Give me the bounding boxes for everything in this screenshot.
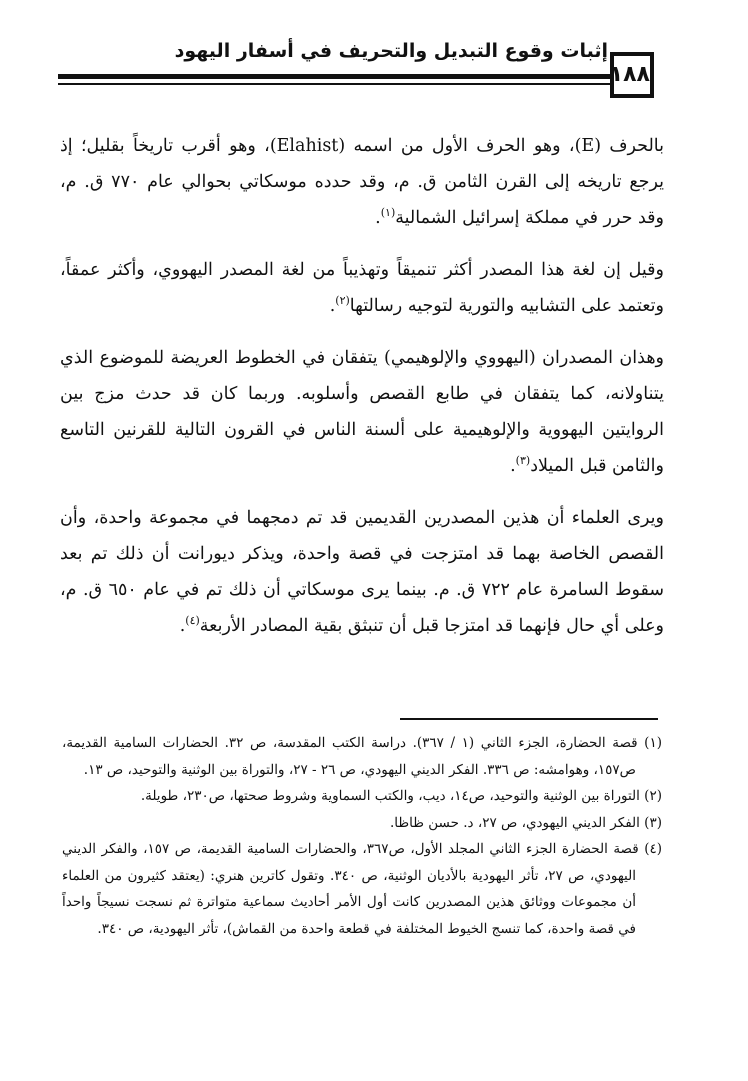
paragraph-2: وقيل إن لغة هذا المصدر أكثر تنميقاً وتهذيباً من لغة المصدر اليهووي، وأكثر عمقاً، وتعتمد على التشابيه والتورية لتوجيه رسالتها$^{(٢)}$.	[60, 260, 664, 316]
page-header	[0, 0, 748, 110]
footnote-4: (٤) قصة الحضارة الجزء الثاني المجلد الأول، ص٣٦٧، والحضارات السامية القديمة، ص ١٥٧، والفكر الديني اليهودي، ص ٢٧، تأثر اليهودية بالأديان الوثنية، ص ٣٤٠. وتقول كاترين هنري: (يعتقد كثيرون من العلماء أن مجموعات ووثائق هذين المصدرين كانت أول الأمر أحاديث سماعية متواترة ثم نسجت نسيجاً واحداً في قصة واحدة، كما تنسج الخيوط المختلفة في قطعة واحدة من القماش)، تأثر اليهودية، ص ٣٤٠.	[62, 841, 663, 937]
page-number: ١٨٨	[610, 52, 654, 98]
header-rule-thin	[58, 83, 610, 85]
footnote-ref-4: (٤)	[185, 614, 200, 628]
footnote-ref-3: (٣)	[515, 454, 531, 468]
main-text	[60, 128, 664, 660]
footnote-ref-1: (١)	[380, 206, 396, 220]
running-title: إثبات وقوع التبديل والتحريف في أسفار اليهود	[174, 40, 608, 62]
header-rule-thick	[58, 74, 610, 79]
footnote-3: (٣) الفكر الديني اليهودي، ص ٢٧، د. حسن ظاظا.	[389, 814, 662, 831]
paragraph-3: وهذان المصدران (اليهووي والإلوهيمي) يتفقان في الخطوط العريضة للموضوع الذي يتناولانه، كما يتفقان في طابع القصص وأسلوبه. وربما كان قد حدث مزج بين الروايتين اليهووية والإلوهيمية على ألسنة الناس في القرون التالية للقرنين التاسع والثامن قبل الميلاد$^{(٣)}$.	[60, 348, 664, 476]
footnotes	[62, 730, 662, 942]
paragraph-1: بالحرف (E)، وهو الحرف الأول من اسمه (Elahist)، وهو أقرب تاريخاً بقليل؛ إذ يرجع تاريخه إلى القرن الثامن ق. م، وقد حدده موسكاتي بحوالي عام ٧٧٠ ق. م، وقد حرر في مملكة إسرائيل الشمالية$^{(١)}$.	[60, 136, 665, 228]
footnote-separator	[400, 718, 658, 720]
paragraph-4: ويرى العلماء أن هذين المصدرين القديمين قد تم دمجهما في مجموعة واحدة، وأن القصص الخاصة بهما قد امتزجت في قصة واحدة، ويذكر ديورانت أن ذلك تم بعد سقوط السامرة عام ٧٢٢ ق. م. بينما يرى موسكاتي أن ذلك تم في عام ٦٥٠ ق. م، وعلى أي حال فإنهما قد امتزجا قبل أن تنبثق بقية المصادر الأربعة$^{(٤)}$.	[60, 508, 665, 636]
footnote-ref-2: (٢)	[335, 294, 350, 308]
footnote-1: (١) قصة الحضارة، الجزء الثاني (١ / ٣٦٧). دراسة الكتب المقدسة، ص ٣٢. الحضارات السامية القديمة، ص١٥٧، وهوامشه: ص ٣٣٦. الفكر الديني اليهودي، ص ٢٦ - ٢٧، والتوراة بين الوثنية والتوحيد، ص ١٣.	[62, 735, 662, 778]
footnote-2: (٢) التوراة بين الوثنية والتوحيد، ص١٤، ديب، والكتب السماوية وشروط صحتها، ص٢٣٠، طويلة.	[140, 788, 662, 804]
